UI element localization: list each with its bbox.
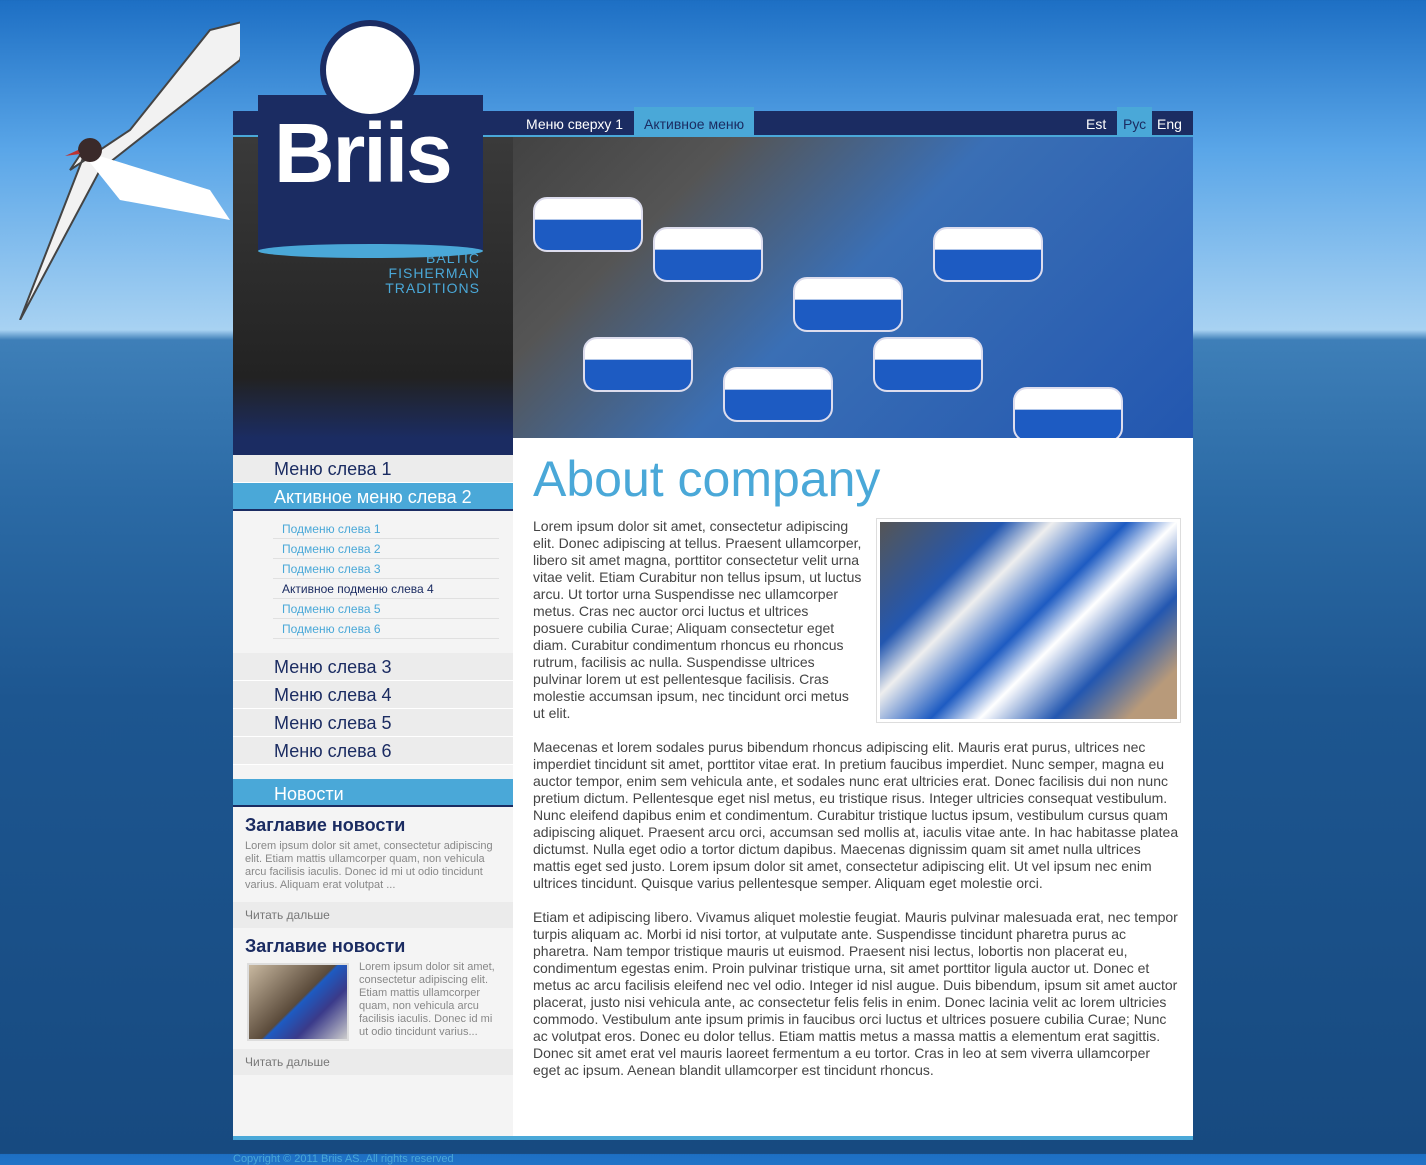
sidebar-item-5[interactable]: Меню слева 5: [233, 709, 513, 737]
copyright: Copyright © 2011 Briis AS..All rights reserved: [233, 1153, 454, 1165]
sidebar: [233, 438, 513, 1136]
paragraph: Etiam et adipiscing libero. Vivamus aliquet molestie feugiat. Mauris pulvinar malesuada erat, nec tempor turpis aliquam ac. Morbi id nisi tortor, at vulputate ante. Suspendisse tincidunt pharetra purus ac pharetra. Nam tempor tristique mauris ut euismod. Praesent nisi lectus, lobortis non placerat eu, condimentum egestas enim. Proin pulvinar tristique urna, sit amet porttitor ligula auctor ut. Donec et metus ac arcu facilisis eleifend nec vel odio. Integer id nisl augue. Duis bibendum, ipsum sit amet auctor placerat, justo nisi vehicula ante, ac consectetur felis felis in enim. Donec lacinia velit ac lorem ultricies commodo. Vestibulum ante ipsum primis in faucibus orci luctus et ultrices posuere cubilia Curae; Nunc ac volutpat eros. Donec eu dolor tellus. Etiam mattis metus a massa mattis a elementum erat sagittis. Donec sit amet erat vel mauris laoreet fermentum a eu tortor. Cras in leo at sem viverra ullamcorper eget ac ipsum. Aenean blandit ullamcorper est tincidunt rhoncus.: [533, 909, 1178, 1078]
submenu-item[interactable]: Подменю слева 1: [273, 519, 499, 539]
submenu-item[interactable]: Подменю слева 6: [273, 619, 499, 639]
news-thumbnail[interactable]: [247, 963, 349, 1041]
lang-eng[interactable]: Eng: [1157, 116, 1182, 132]
read-more-link[interactable]: Читать дальше: [233, 1049, 513, 1075]
sidebar-item-6[interactable]: Меню слева 6: [233, 737, 513, 765]
paragraph: Maecenas et lorem sodales purus bibendum rhoncus adipiscing elit. Mauris erat purus, ultrices nec imperdiet tincidunt sit amet, porttitor vitae erat. In pretium faucibus imperdiet. Nunc semper, magna eu auctor tempor, enim sem vehicula ante, et sodales nunc erat ultricies erat. Donec facilisis dui non nunc pretium dictum. Pellentesque eget nisl metus, eu tristique risus. Integer ultricies consequat vestibulum. Nunc eleifend dapibus enim et condimentum. Curabitur tristique luctus ipsum, vestibulum cursus quam adipiscing aliquet. Praesent arcu orci, accumsan sed mollis at, iaculis vitae ante. In hac habitasse platea dictumst. Nulla eget odio a tortor dictum dapibus. Maecenas dignissim quam sit amet nulla ultrices mattis eget sed justo. Lorem ipsum dolor sit amet, consectetur adipiscing elit. Ut vel ipsum nec enim ultrices tincidunt. Quisque varius pellentesque semper. Aliquam eget molestie orci.: [533, 739, 1179, 891]
sidebar-item-active[interactable]: Активное меню слева 2: [233, 483, 513, 511]
news-title[interactable]: Заглавие новости: [245, 815, 406, 835]
news-heading: Новости: [233, 779, 513, 807]
submenu-item[interactable]: Подменю слева 3: [273, 559, 499, 579]
page-title: About company: [533, 451, 881, 507]
seagull-image: [10, 20, 240, 320]
sidebar-item-4[interactable]: Меню слева 4: [233, 681, 513, 709]
sidebar-item-3[interactable]: Меню слева 3: [233, 653, 513, 681]
read-more-link[interactable]: Читать дальше: [233, 902, 513, 928]
news-title[interactable]: Заглавие новости: [245, 936, 406, 956]
top-menu-item-active[interactable]: Активное меню: [634, 107, 754, 135]
lang-rus[interactable]: Рус: [1117, 107, 1152, 135]
news-item: [233, 807, 513, 902]
paragraph: Lorem ipsum dolor sit amet, consectetur adipiscing elit. Donec adipiscing at tellus. Praesent ullamcorper, libero sit amet magna, porttitor consectetur velit urna vitae velit. Etiam Curabitur non tellus ipsum, ut luctus arcu. Ut tortor urna Suspendisse nec ullamcorper metus. Cras nec auctor orci luctus et ultrices posuere cubilia Curae; Aliquam consectetur eget diam. Curabitur condimentum rhoncus eu rhoncus rutrum, facilisis ac nulla. Suspendisse ultrices pulvinar lorem ut est pellentesque facilisis. Cras molestie accumsan ipsum, nec tincidunt orci metus ut elit.: [533, 518, 862, 721]
footer-bar: [233, 1136, 1193, 1140]
submenu: [233, 511, 513, 653]
submenu-item[interactable]: Подменю слева 2: [273, 539, 499, 559]
submenu-item-active[interactable]: Активное подменю слева 4: [273, 579, 499, 599]
submenu-item[interactable]: Подменю слева 5: [273, 599, 499, 619]
news-text: Lorem ipsum dolor sit amet, consectetur adipiscing elit. Etiam mattis ullamcorper quam, non vehicula arcu facilisis iaculis. Donec id mi ut odio tincidunt varius. Aliquam erat volutpat ...: [245, 840, 493, 891]
news-item: [233, 928, 513, 1049]
news-text: Lorem ipsum dolor sit amet, consectetur adipiscing elit. Etiam mattis ullamcorper quam, non vehicula arcu facilisis iaculis. Donec id mi ut odio tincidunt varius...: [359, 961, 495, 1038]
briis-logo[interactable]: [258, 95, 483, 250]
content-photo: [876, 518, 1181, 723]
lang-est[interactable]: Est: [1086, 116, 1107, 132]
top-menu-item-1[interactable]: Меню сверху 1: [526, 116, 624, 132]
sidebar-item-1[interactable]: Меню слева 1: [233, 455, 513, 483]
logo-wordmark: Briis: [274, 106, 451, 200]
logo-tagline: BALTIC FISHERMAN TRADITIONS: [385, 250, 480, 296]
main-content: [513, 438, 1193, 1136]
